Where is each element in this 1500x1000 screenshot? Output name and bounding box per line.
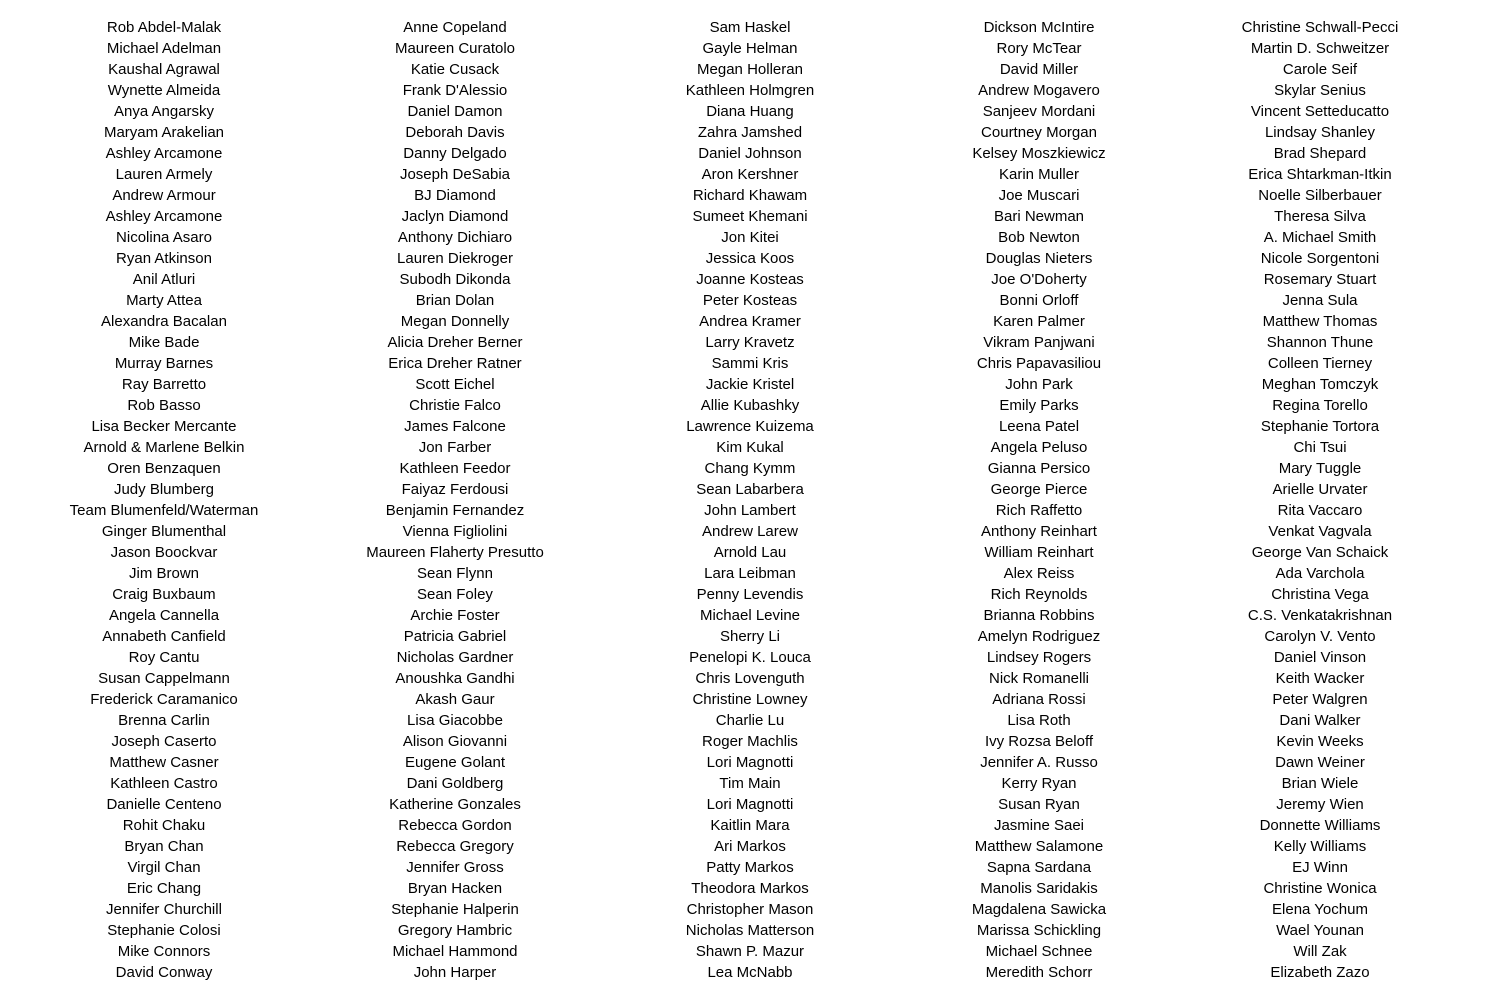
name-entry: Anne Copeland: [403, 19, 507, 36]
name-entry: Lauren Diekroger: [397, 250, 513, 267]
name-entry: Alicia Dreher Berner: [387, 334, 523, 351]
name-entry: Sumeet Khemani: [692, 208, 808, 225]
name-entry: Joe O'Doherty: [991, 271, 1087, 288]
name-entry: Jim Brown: [128, 565, 199, 582]
name-entry: Noelle Silberbauer: [1258, 187, 1382, 204]
name-entry: Zahra Jamshed: [697, 124, 803, 141]
name-entry: Danielle Centeno: [106, 796, 222, 813]
name-entry: Dawn Weiner: [1275, 754, 1365, 771]
name-entry: Lisa Becker Mercante: [91, 418, 237, 435]
name-entry: Susan Cappelmann: [98, 670, 230, 687]
name-entry: Rory McTear: [996, 40, 1082, 57]
name-entry: Bryan Hacken: [407, 880, 503, 897]
name-entry: Patty Markos: [706, 859, 794, 876]
name-entry: John Park: [1005, 376, 1073, 393]
name-entry: Andrew Mogavero: [978, 82, 1100, 99]
name-entry: Elizabeth Zazo: [1270, 964, 1370, 981]
name-entry: Richard Khawam: [692, 187, 808, 204]
name-entry: Carolyn V. Vento: [1264, 628, 1376, 645]
name-entry: Anthony Dichiaro: [397, 229, 513, 246]
name-entry: Virgil Chan: [127, 859, 201, 876]
name-entry: Roger Machlis: [702, 733, 798, 750]
name-entry: Chris Papavasiliou: [976, 355, 1102, 372]
name-entry: Erica Dreher Ratner: [388, 355, 522, 372]
name-entry: Lara Leibman: [704, 565, 796, 582]
name-entry: Lori Magnotti: [706, 754, 794, 771]
name-entry: Mary Tuggle: [1278, 460, 1362, 477]
name-entry: Skylar Senius: [1274, 82, 1366, 99]
name-entry: Matthew Thomas: [1262, 313, 1378, 330]
name-entry: Peter Kosteas: [702, 292, 798, 309]
name-entry: Lori Magnotti: [706, 796, 794, 813]
name-entry: Maureen Flaherty Presutto: [366, 544, 544, 561]
name-column-1: [70, 17, 259, 983]
name-entry: Daniel Johnson: [698, 145, 802, 162]
name-entry: Maureen Curatolo: [394, 40, 516, 57]
name-entry: Peter Walgren: [1272, 691, 1368, 708]
name-entry: Rebecca Gregory: [396, 838, 514, 855]
name-entry: Nicholas Gardner: [396, 649, 514, 666]
name-entry: Colleen Tierney: [1267, 355, 1373, 372]
name-entry: Daniel Damon: [407, 103, 503, 120]
name-entry: Wynette Almeida: [107, 82, 221, 99]
name-entry: Murray Barnes: [114, 355, 214, 372]
name-entry: John Harper: [413, 964, 497, 981]
name-entry: Frank D'Alessio: [402, 82, 508, 99]
name-entry: Jon Farber: [418, 439, 492, 456]
name-entry: Shannon Thune: [1266, 334, 1374, 351]
name-entry: William Reinhart: [984, 544, 1094, 561]
name-entry: Bryan Chan: [124, 838, 204, 855]
name-entry: Kathleen Feedor: [399, 460, 511, 477]
name-entry: Diana Huang: [706, 103, 794, 120]
name-entry: Craig Buxbaum: [112, 586, 216, 603]
name-entry: Shawn P. Mazur: [695, 943, 805, 960]
name-entry: David Conway: [115, 964, 213, 981]
name-entry: Vienna Figliolini: [402, 523, 508, 540]
name-entry: Lawrence Kuizema: [686, 418, 814, 435]
name-entry: Archie Foster: [410, 607, 500, 624]
name-entry: Jon Kitei: [721, 229, 779, 246]
name-entry: Christopher Mason: [686, 901, 814, 918]
name-entry: Elena Yochum: [1272, 901, 1368, 918]
name-entry: Gregory Hambric: [397, 922, 513, 939]
name-entry: Lauren Armely: [115, 166, 213, 183]
name-entry: Gianna Persico: [987, 460, 1091, 477]
name-entry: Katherine Gonzales: [389, 796, 521, 813]
name-entry: Allie Kubashky: [700, 397, 800, 414]
name-entry: EJ Winn: [1292, 859, 1348, 876]
name-entry: Joseph DeSabia: [399, 166, 511, 183]
name-entry: Michael Schnee: [985, 943, 1093, 960]
name-entry: Douglas Nieters: [985, 250, 1093, 267]
name-entry: Jason Boockvar: [110, 544, 218, 561]
name-entry: Joe Muscari: [998, 187, 1080, 204]
name-entry: Meredith Schorr: [985, 964, 1093, 981]
name-entry: James Falcone: [404, 418, 506, 435]
name-entry: Kerry Ryan: [1001, 775, 1077, 792]
name-entry: Subodh Dikonda: [399, 271, 511, 288]
name-entry: Martin D. Schweitzer: [1250, 40, 1390, 57]
name-entry: A. Michael Smith: [1263, 229, 1377, 246]
name-entry: Joanne Kosteas: [696, 271, 804, 288]
name-entry: Matthew Casner: [109, 754, 219, 771]
name-entry: Rich Reynolds: [990, 586, 1088, 603]
name-entry: Ashley Arcamone: [105, 145, 223, 162]
name-entry: Scott Eichel: [415, 376, 495, 393]
name-entry: Nick Romanelli: [988, 670, 1090, 687]
name-entry: Roy Cantu: [128, 649, 200, 666]
name-entry: Stephanie Tortora: [1260, 418, 1380, 435]
name-entry: Karen Palmer: [993, 313, 1085, 330]
name-entry: Brianna Robbins: [983, 607, 1095, 624]
name-entry: Deborah Davis: [405, 124, 505, 141]
name-entry: Anoushka Gandhi: [395, 670, 515, 687]
name-entry: Jennifer A. Russo: [980, 754, 1098, 771]
name-entry: Lea McNabb: [707, 964, 793, 981]
name-entry: Bonni Orloff: [999, 292, 1079, 309]
name-entry: Sam Haskel: [709, 19, 791, 36]
name-entry: Ryan Atkinson: [116, 250, 212, 267]
name-entry: Eugene Golant: [404, 754, 506, 771]
name-entry: Kaushal Agrawal: [108, 61, 220, 78]
name-entry: Ari Markos: [714, 838, 786, 855]
name-entry: Theodora Markos: [691, 880, 809, 897]
name-entry: Christine Wonica: [1263, 880, 1377, 897]
name-entry: Rob Abdel-Malak: [106, 19, 222, 36]
name-entry: Rich Raffetto: [995, 502, 1083, 519]
name-entry: Christine Schwall-Pecci: [1241, 19, 1399, 36]
name-entry: Lisa Giacobbe: [407, 712, 503, 729]
name-entry: Kim Kukal: [716, 439, 784, 456]
name-entry: Ginger Blumenthal: [101, 523, 227, 540]
name-entry: Alex Reiss: [1003, 565, 1075, 582]
name-entry: Manolis Saridakis: [980, 880, 1098, 897]
name-entry: Alexandra Bacalan: [101, 313, 227, 330]
name-entry: Nicolina Asaro: [116, 229, 212, 246]
name-entry: Akash Gaur: [415, 691, 495, 708]
name-entry: Penny Levendis: [696, 586, 804, 603]
name-column-5: [1242, 17, 1399, 983]
name-entry: Lisa Roth: [1007, 712, 1071, 729]
name-entry: Nicholas Matterson: [685, 922, 815, 939]
name-entry: Alison Giovanni: [402, 733, 508, 750]
name-entry: Ashley Arcamone: [105, 208, 223, 225]
name-entry: Dani Walker: [1279, 712, 1361, 729]
name-entry: Faiyaz Ferdousi: [401, 481, 509, 498]
name-entry: Brian Wiele: [1281, 775, 1359, 792]
name-entry: Will Zak: [1293, 943, 1347, 960]
name-entry: Sherry Li: [719, 628, 781, 645]
name-entry: Danny Delgado: [403, 145, 507, 162]
name-entry: Christina Vega: [1271, 586, 1369, 603]
name-entry: Karin Muller: [998, 166, 1080, 183]
name-entry: Kaitlin Mara: [710, 817, 790, 834]
name-entry: Gayle Helman: [702, 40, 798, 57]
name-entry: Susan Ryan: [998, 796, 1080, 813]
name-entry: Kelly Williams: [1273, 838, 1367, 855]
name-entry: Arnold Lau: [713, 544, 787, 561]
name-entry: Sapna Sardana: [986, 859, 1092, 876]
name-entry: Adriana Rossi: [992, 691, 1086, 708]
name-entry: Leena Patel: [998, 418, 1080, 435]
name-entry: Dani Goldberg: [406, 775, 504, 792]
name-entry: Kelsey Moszkiewicz: [972, 145, 1106, 162]
name-entry: Keith Wacker: [1275, 670, 1365, 687]
name-entry: Venkat Vagvala: [1268, 523, 1372, 540]
name-entry: Anil Atluri: [132, 271, 196, 288]
name-entry: Jenna Sula: [1282, 292, 1358, 309]
name-entry: Christie Falco: [409, 397, 501, 414]
name-entry: Dickson McIntire: [983, 19, 1095, 36]
name-entry: Marty Attea: [126, 292, 202, 309]
name-entry: Team Blumenfeld/Waterman: [69, 502, 259, 519]
name-entry: Courtney Morgan: [981, 124, 1097, 141]
name-entry: Chang Kymm: [704, 460, 796, 477]
name-entry: Carole Seif: [1282, 61, 1358, 78]
name-entry: Joseph Caserto: [111, 733, 217, 750]
name-entry: Arielle Urvater: [1272, 481, 1368, 498]
name-entry: Kathleen Holmgren: [685, 82, 815, 99]
name-entry: C.S. Venkatakrishnan: [1247, 607, 1393, 624]
name-entry: Amelyn Rodriguez: [977, 628, 1101, 645]
name-entry: Chris Lovenguth: [695, 670, 805, 687]
name-entry: Anya Angarsky: [113, 103, 215, 120]
name-entry: Ada Varchola: [1275, 565, 1365, 582]
name-entry: Anthony Reinhart: [981, 523, 1097, 540]
name-entry: Benjamin Fernandez: [385, 502, 525, 519]
name-entry: Jennifer Churchill: [106, 901, 222, 918]
name-column-2: [366, 17, 544, 983]
name-entry: Jasmine Saei: [993, 817, 1085, 834]
name-entry: Bob Newton: [998, 229, 1080, 246]
name-entry: Meghan Tomczyk: [1261, 376, 1379, 393]
name-entry: Rob Basso: [127, 397, 201, 414]
name-entry: Megan Holleran: [697, 61, 803, 78]
name-entry: Oren Benzaquen: [107, 460, 221, 477]
name-entry: Larry Kravetz: [705, 334, 795, 351]
name-entry: Jeremy Wien: [1276, 796, 1364, 813]
name-entry: Ivy Rozsa Beloff: [984, 733, 1094, 750]
name-entry: Kevin Weeks: [1276, 733, 1364, 750]
name-entry: Jessica Koos: [705, 250, 795, 267]
name-entry: Arnold & Marlene Belkin: [83, 439, 245, 456]
name-entry: Michael Levine: [699, 607, 801, 624]
name-entry: Vikram Panjwani: [983, 334, 1095, 351]
name-entry: Regina Torello: [1272, 397, 1368, 414]
name-entry: Angela Peluso: [990, 439, 1088, 456]
name-entry: Rebecca Gordon: [398, 817, 512, 834]
name-entry: Erica Shtarkman-Itkin: [1248, 166, 1392, 183]
name-entry: Jackie Kristel: [705, 376, 795, 393]
name-entry: BJ Diamond: [414, 187, 496, 204]
name-entry: Jennifer Gross: [406, 859, 504, 876]
name-entry: David Miller: [999, 61, 1079, 78]
name-entry: Rosemary Stuart: [1263, 271, 1377, 288]
name-entry: Patricia Gabriel: [403, 628, 507, 645]
name-entry: Megan Donnelly: [400, 313, 510, 330]
name-entry: Angela Cannella: [108, 607, 220, 624]
name-entry: Rita Vaccaro: [1277, 502, 1363, 519]
name-entry: Marissa Schickling: [976, 922, 1102, 939]
name-entry: Aron Kershner: [701, 166, 799, 183]
name-entry: Nicole Sorgentoni: [1260, 250, 1380, 267]
name-entry: Matthew Salamone: [974, 838, 1104, 855]
name-entry: Donnette Williams: [1259, 817, 1381, 834]
name-entry: Lindsey Rogers: [986, 649, 1092, 666]
name-entry: Sean Foley: [417, 586, 493, 603]
name-entry: Eric Chang: [126, 880, 202, 897]
name-entry: Michael Hammond: [392, 943, 518, 960]
name-entry: Vincent Setteducatto: [1250, 103, 1390, 120]
name-entry: Rohit Chaku: [122, 817, 206, 834]
name-entry: Stephanie Halperin: [391, 901, 519, 918]
name-entry: Stephanie Colosi: [107, 922, 221, 939]
name-entry: Michael Adelman: [106, 40, 222, 57]
name-entry: Charlie Lu: [715, 712, 785, 729]
name-entry: Lindsay Shanley: [1264, 124, 1376, 141]
name-entry: Andrew Armour: [112, 187, 216, 204]
name-entry: Tim Main: [719, 775, 781, 792]
name-entry: Andrew Larew: [702, 523, 798, 540]
name-entry: George Pierce: [990, 481, 1088, 498]
name-entry: Andrea Kramer: [699, 313, 801, 330]
name-entry: Magdalena Sawicka: [971, 901, 1107, 918]
name-entry: John Lambert: [704, 502, 796, 519]
name-entry: Christine Lowney: [692, 691, 808, 708]
name-entry: Bari Newman: [993, 208, 1085, 225]
name-entry: Brad Shepard: [1273, 145, 1367, 162]
name-entry: Katie Cusack: [410, 61, 500, 78]
name-entry: Emily Parks: [999, 397, 1079, 414]
name-entry: Sean Flynn: [417, 565, 493, 582]
name-column-3: [686, 17, 814, 983]
name-column-4: [972, 17, 1106, 983]
name-entry: Sean Labarbera: [696, 481, 804, 498]
name-entry: Mike Connors: [117, 943, 211, 960]
name-entry: Sanjeev Mordani: [982, 103, 1096, 120]
name-entry: Frederick Caramanico: [90, 691, 238, 708]
name-entry: Sammi Kris: [711, 355, 789, 372]
name-entry: Jaclyn Diamond: [401, 208, 509, 225]
name-entry: Chi Tsui: [1293, 439, 1347, 456]
name-entry: Kathleen Castro: [110, 775, 218, 792]
name-entry: Ray Barretto: [121, 376, 207, 393]
name-entry: Theresa Silva: [1274, 208, 1366, 225]
name-entry: George Van Schaick: [1251, 544, 1389, 561]
name-entry: Wael Younan: [1276, 922, 1364, 939]
name-entry: Judy Blumberg: [113, 481, 215, 498]
name-entry: Daniel Vinson: [1273, 649, 1367, 666]
name-entry: Annabeth Canfield: [102, 628, 226, 645]
name-entry: Brian Dolan: [415, 292, 495, 309]
name-entry: Maryam Arakelian: [103, 124, 225, 141]
name-entry: Mike Bade: [128, 334, 200, 351]
name-entry: Brenna Carlin: [118, 712, 210, 729]
name-entry: Penelopi K. Louca: [689, 649, 811, 666]
